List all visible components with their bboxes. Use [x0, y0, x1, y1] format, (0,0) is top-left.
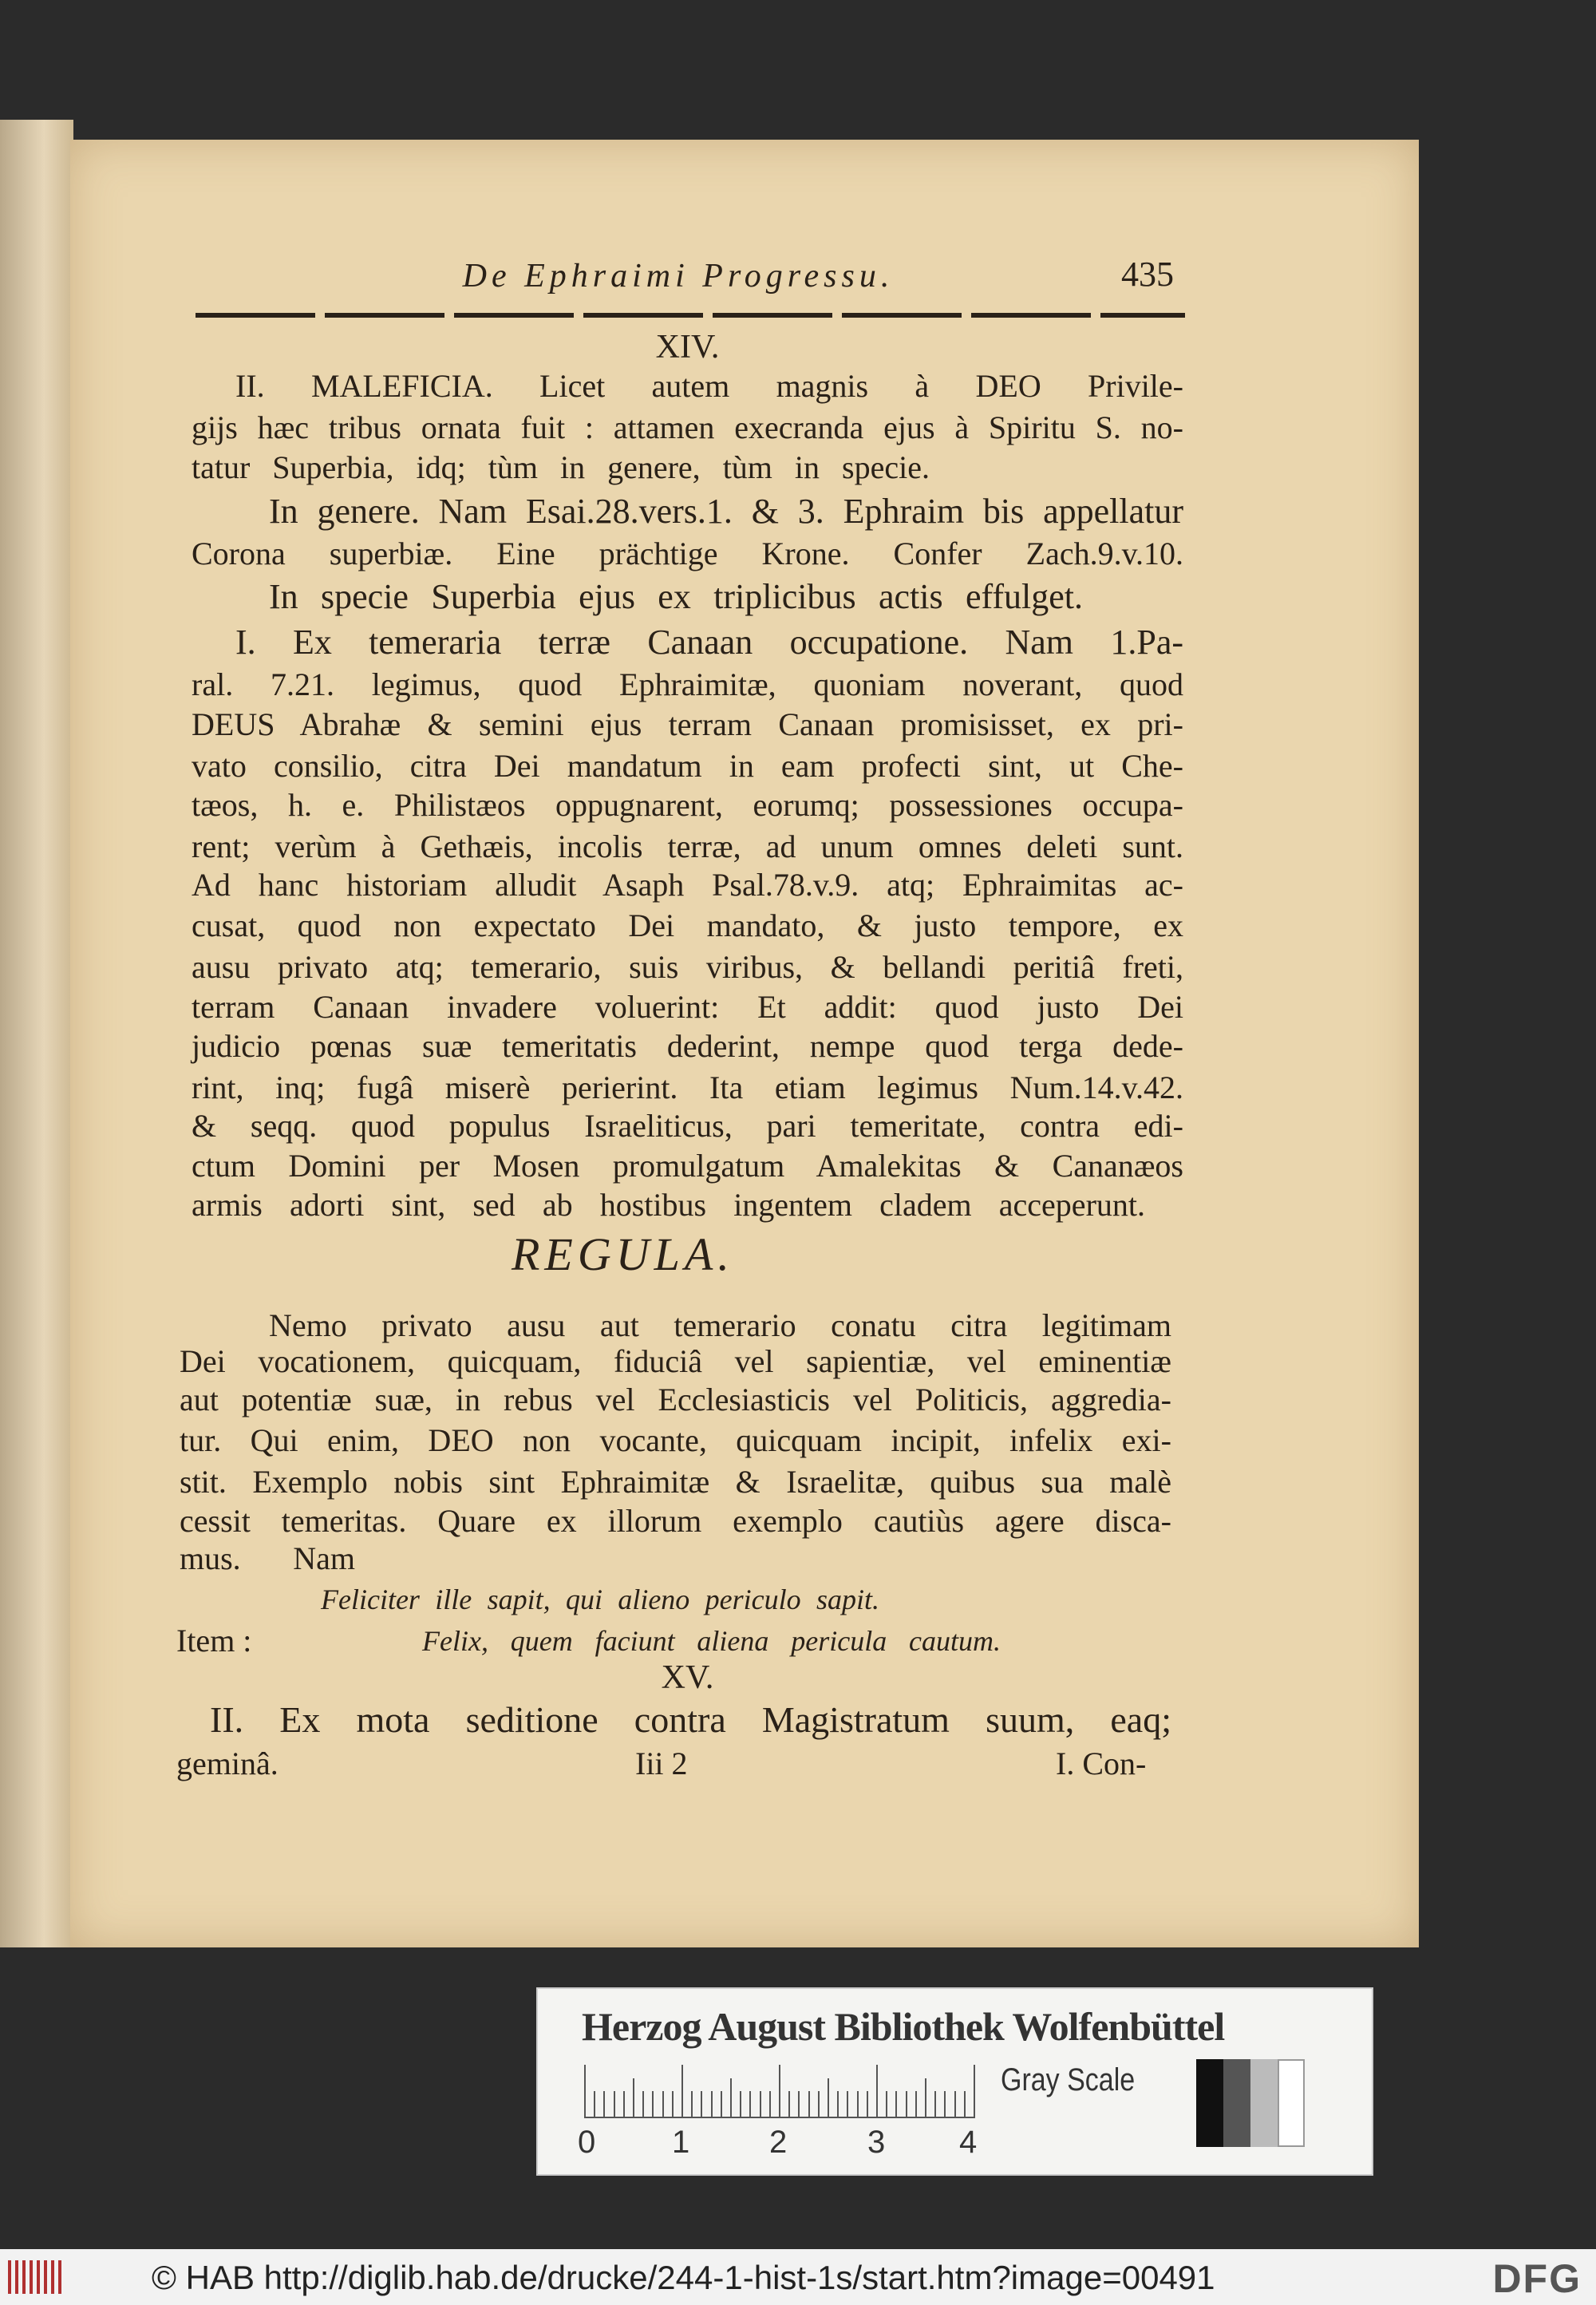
ruler-tick — [672, 2091, 674, 2117]
ruler-tick — [642, 2091, 644, 2117]
text-line: DEUS Abrahæ & semini ejus terram Canaan promisisset, ex pri- — [192, 706, 1183, 742]
ruler-number: 1 — [672, 2125, 690, 2160]
text-line: Dei vocationem, quicquam, fiduciâ vel sapientiæ, vel eminentiæ — [180, 1343, 1171, 1379]
text-line: cusat, quod non expectato Dei mandato, & justo tempore, ex — [192, 907, 1183, 943]
quote-line: Feliciter ille sapit, qui alieno periculo sapit. — [321, 1583, 879, 1615]
gray-scale-label: Gray Scale — [1001, 2062, 1136, 2097]
text-line: rent; verùm à Gethæis, incolis terræ, ad unum omnes deleti sunt. — [192, 828, 1183, 864]
gray-swatch — [1278, 2059, 1305, 2147]
text-line: tatur Superbia, idq; tùm in genere, tùm in specie. — [192, 449, 930, 485]
ruler-tick — [594, 2091, 595, 2117]
text-line: tur. Qui enim, DEO non vocante, quicquam incipit, infelix exi- — [180, 1422, 1171, 1458]
section-heading: XV. — [661, 1659, 714, 1696]
ruler-tick — [779, 2065, 780, 2117]
text-line: Nemo privato ausu aut temerario conatu citra legitimam — [269, 1307, 1171, 1343]
text-line: In genere. Nam Esai.28.vers.1. & 3. Ephraim bis appellatur — [269, 492, 1183, 531]
text-line: mus. Nam — [180, 1540, 355, 1576]
ruler-tick — [623, 2091, 625, 2117]
ruler-tick — [633, 2078, 634, 2117]
running-title: De Ephraimi Progressu. — [462, 258, 895, 295]
ruler-tick — [721, 2091, 722, 2117]
ruler-tick — [895, 2091, 897, 2117]
footer-text: geminâ. — [176, 1746, 279, 1781]
ruler-tick — [798, 2091, 800, 2117]
text-line: rint, inq; fugâ miserè perierint. Ita etiam legimus Num.14.v.42. — [192, 1069, 1183, 1105]
text-line: Corona superbiæ. Eine prächtige Krone. Confer Zach.9.v.10. — [192, 536, 1183, 571]
catchword: I. Con- — [1056, 1746, 1147, 1781]
ruler-tick — [701, 2091, 702, 2117]
item-label: Item : — [176, 1623, 252, 1659]
calibration-card — [536, 1987, 1373, 2176]
text-line: ctum Domini per Mosen promulgatum Amalekitas & Cananæos — [192, 1148, 1183, 1184]
ruler-tick — [818, 2091, 820, 2117]
ruler-tick — [857, 2091, 859, 2117]
text-line: ausu privato atq; temerario, suis viribus, & bellandi peritiâ freti, — [192, 949, 1183, 985]
ruler-number: 0 — [578, 2125, 596, 2160]
ruler-tick — [662, 2091, 664, 2117]
ruler-tick — [730, 2078, 732, 2117]
ruler-tick — [964, 2091, 966, 2117]
footer-bar — [0, 2249, 1596, 2305]
ruler-tick — [760, 2091, 761, 2117]
text-line: judicio pœnas suæ temeritatis dederint, nempe quod terga dede- — [192, 1028, 1183, 1064]
ruler-tick — [769, 2091, 771, 2117]
text-line: In specie Superbia ejus ex triplicibus actis effulget. — [269, 577, 1083, 616]
text-line: gijs hæc tribus ornata fuit : attamen execranda ejus à Spiritu S. no- — [192, 409, 1183, 445]
barcode-icon — [8, 2260, 65, 2294]
ruler-tick — [788, 2091, 790, 2117]
ruler-tick — [906, 2091, 907, 2117]
ruler-tick — [614, 2091, 615, 2117]
ruler-number: 2 — [769, 2125, 788, 2160]
text-line: II. MALEFICIA. Licet autem magnis à DEO Privile- — [235, 368, 1183, 404]
ruler-tick — [691, 2091, 693, 2117]
ruler — [584, 2065, 975, 2118]
ruler-tick — [681, 2065, 683, 2117]
ruler-tick — [876, 2065, 878, 2117]
ruler-tick — [828, 2078, 829, 2117]
ruler-tick — [867, 2091, 868, 2117]
signature-mark: Iii 2 — [635, 1746, 688, 1781]
text-line: armis adorti sint, sed ab hostibus ingentem cladem acceperunt. — [192, 1187, 1145, 1223]
text-line: I. Ex temeraria terræ Canaan occupatione. Nam 1.Pa- — [235, 623, 1183, 662]
source-link[interactable]: © HAB http://diglib.hab.de/drucke/244-1-hist-1s/start.htm?image=00491 — [152, 2259, 1215, 2296]
text-line: vato consilio, citra Dei mandatum in eam profecti sint, ut Che- — [192, 748, 1183, 784]
ruler-tick — [711, 2091, 713, 2117]
text-line: Ad hanc historiam alludit Asaph Psal.78.v.9. atq; Ephraimitas ac- — [192, 867, 1183, 903]
text-line: terram Canaan invadere voluerint: Et addit: quod justo Dei — [192, 989, 1183, 1025]
ruler-tick — [749, 2091, 751, 2117]
ruler-tick — [925, 2078, 926, 2117]
text-line: stit. Exemplo nobis sint Ephraimitæ & Israelitæ, quibus sua malè — [180, 1464, 1171, 1500]
dfg-logo: DFG — [1492, 2256, 1582, 2301]
header-rule — [196, 313, 1185, 318]
gray-swatch — [1250, 2059, 1278, 2147]
text-line: II. Ex mota seditione contra Magistratum suum, eaq; — [210, 1699, 1171, 1740]
text-line: ral. 7.21. legimus, quod Ephraimitæ, quoniam noverant, quod — [192, 666, 1183, 702]
ruler-tick — [974, 2065, 975, 2117]
page-number: 435 — [1121, 255, 1174, 294]
ruler-tick — [944, 2091, 946, 2117]
library-title: Herzog August Bibliothek Wolfenbüttel — [582, 2004, 1225, 2049]
text-line: & seqq. quod populus Israeliticus, pari temeritate, contra edi- — [192, 1108, 1183, 1144]
ruler-tick — [847, 2091, 848, 2117]
ruler-tick — [837, 2091, 839, 2117]
ruler-number: 4 — [959, 2125, 978, 2160]
ruler-tick — [740, 2091, 741, 2117]
ruler-tick — [915, 2091, 917, 2117]
gray-swatch — [1196, 2059, 1223, 2147]
ruler-tick — [934, 2091, 936, 2117]
ruler-tick — [603, 2091, 605, 2117]
gray-swatch — [1223, 2059, 1250, 2147]
text-line: aut potentiæ suæ, in rebus vel Ecclesiasticis vel Politicis, aggredia- — [180, 1382, 1171, 1417]
ruler-tick — [652, 2091, 654, 2117]
ruler-number: 3 — [867, 2125, 886, 2160]
ruler-tick — [886, 2091, 887, 2117]
text-line: tæos, h. e. Philistæos oppugnarent, eorumq; possessiones occupa- — [192, 787, 1183, 823]
ruler-tick — [808, 2091, 810, 2117]
adjacent-page-edge — [0, 120, 73, 1947]
ruler-tick — [584, 2065, 586, 2117]
regula-heading: REGULA. — [512, 1228, 734, 1280]
ruler-tick — [954, 2091, 956, 2117]
text-line: cessit temeritas. Quare ex illorum exemplo cautiùs agere disca- — [180, 1503, 1171, 1539]
quote-line: Felix, quem faciunt aliena pericula cautum. — [422, 1625, 1001, 1657]
section-heading: XIV. — [655, 329, 720, 366]
